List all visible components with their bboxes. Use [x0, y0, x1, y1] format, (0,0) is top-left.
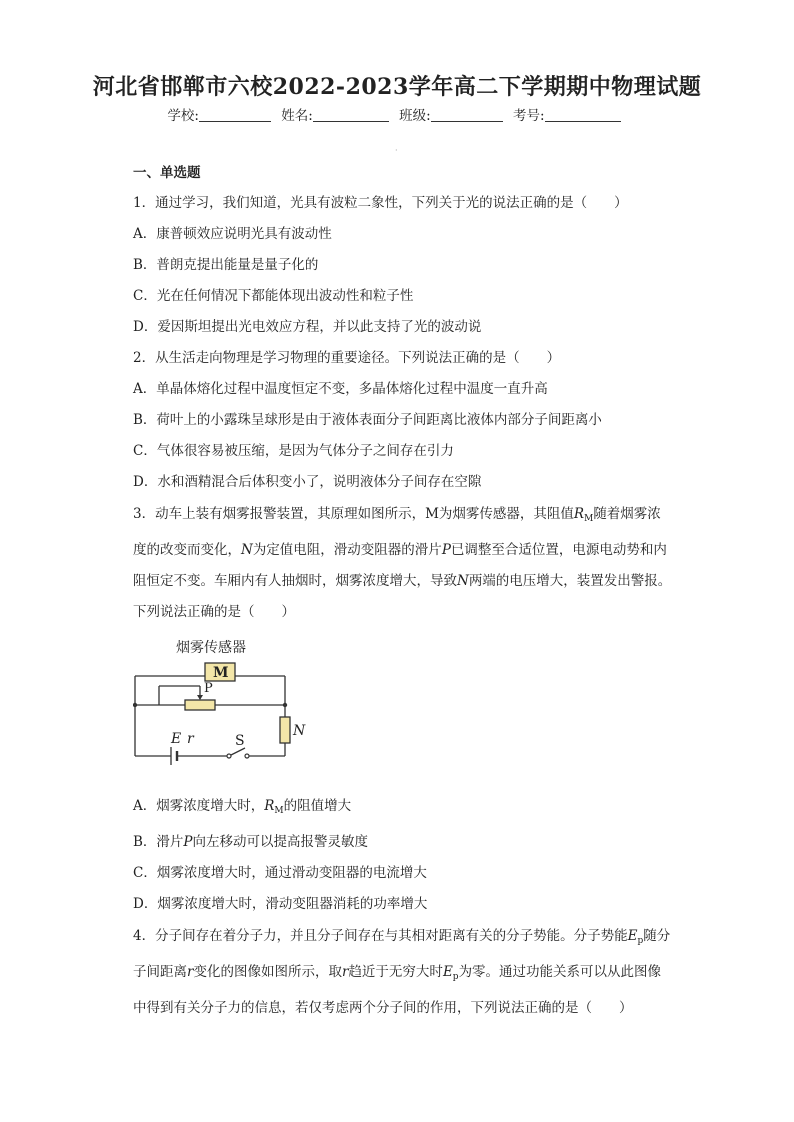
smoke-alarm-circuit-diagram: [133, 639, 313, 784]
question-2-option-d: D．水和酒精混合后体积变小了，说明液体分子间存在空隙: [133, 474, 482, 490]
question-2-option-b: B．荷叶上的小露珠呈球形是由于液体表面分子间距离比液体内部分子间距离小: [133, 412, 602, 428]
decorative-dot: ·: [395, 146, 398, 155]
question-1-option-d: D．爱因斯坦提出光电效应方程，并以此支持了光的波动说: [133, 319, 482, 335]
question-content: [133, 163, 673, 1035]
internal-r-label: r: [187, 731, 194, 747]
question-2-option-c: C．气体很容易被压缩，是因为气体分子之间存在引力: [133, 443, 454, 459]
circuit-svg: [133, 639, 313, 784]
class-field[interactable]: [431, 107, 503, 122]
class-label: 班级:: [399, 108, 431, 124]
question-1-option-c: C．光在任何情况下都能体现出波动性和粒子性: [133, 288, 414, 304]
question-1-option-a: A．康普顿效应说明光具有波动性: [133, 226, 332, 242]
junction-right: [283, 703, 287, 707]
resistor-n-box: [280, 717, 290, 743]
student-info-row: [0, 104, 794, 124]
question-4-stem: 4．分子间存在着分子力，并且分子间存在与其相对距离有关的分子势能。分子势能$E_p$随分子间距离r变化的图像如图所示，取r趋近于无穷大时$E_p$为零。通过功能关系可以从此图像中得到有关分子力的信息，若仅考虑两个分子间的作用，下列说法正确的是（ ）: [133, 928, 671, 1016]
question-2-stem: 2．从生活走向物理是学习物理的重要途径。下列说法正确的是（ ）: [133, 350, 561, 366]
school-label: 学校:: [167, 108, 199, 124]
page-title: 河北省邯郸市六校2022-2023学年高二下学期期中物理试题: [92, 74, 702, 100]
question-1-stem: 1．通过学习，我们知道，光具有波粒二象性，下列关于光的说法正确的是（ ）: [133, 195, 628, 211]
name-field[interactable]: [313, 107, 389, 122]
question-2-option-a: A．单晶体熔化过程中温度恒定不变，多晶体熔化过程中温度一直升高: [133, 381, 548, 397]
question-3-option-d: D．烟雾浓度增大时，滑动变阻器消耗的功率增大: [133, 896, 428, 912]
question-3-option-a: A．烟雾浓度增大时，$R_M$的阻值增大: [133, 798, 352, 816]
question-1-option-b: B．普朗克提出能量是量子化的: [133, 257, 319, 273]
sensor-m-label: M: [213, 665, 229, 681]
question-3-option-b: B．滑片P向左移动可以提高报警灵敏度: [133, 834, 369, 850]
switch-contact-right: [245, 754, 249, 758]
question-3-stem: 3．动车上装有烟雾报警装置，其原理如图所示，M为烟雾传感器，其阻值$R_M$随着烟雾浓度的改变而变化，N为定值电阻，滑动变阻器的滑片P已调整至合适位置，电源电动势和内阻恒定不变。车厢内有人抽烟时，烟雾浓度增大，导致N两端的电压增大，装置发出警报。下列说法正确的是（ ）: [133, 506, 672, 620]
switch-contact-left: [227, 754, 231, 758]
emf-e-label: E: [171, 731, 182, 747]
school-field[interactable]: [199, 107, 271, 122]
slider-p-label: P: [204, 681, 213, 696]
number-label: 考号:: [513, 108, 545, 124]
question-3-option-c: C．烟雾浓度增大时，通过滑动变阻器的电流增大: [133, 865, 427, 881]
sensor-label: 烟雾传感器: [176, 640, 246, 656]
slider-arrow: [197, 695, 203, 700]
rheostat-box: [185, 700, 215, 710]
number-field[interactable]: [545, 107, 621, 122]
name-label: 姓名:: [281, 108, 313, 124]
junction-left: [133, 703, 137, 707]
switch-s-label: S: [235, 733, 245, 749]
section-heading: 一、单选题: [133, 165, 201, 181]
resistor-n-label: N: [293, 723, 306, 739]
